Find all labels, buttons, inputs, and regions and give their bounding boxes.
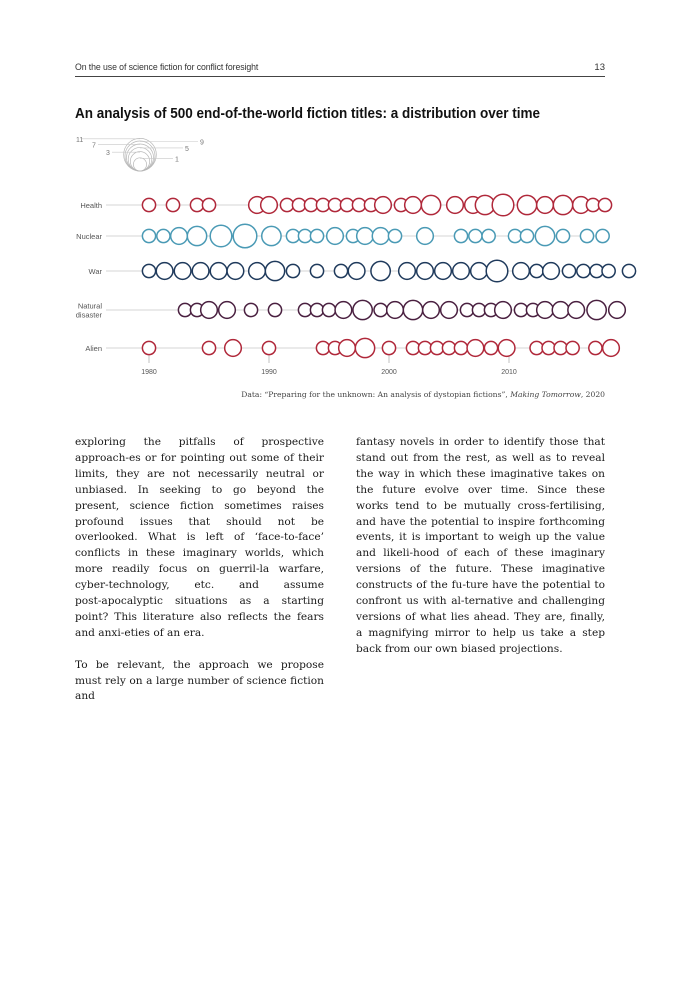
body-column-right — [356, 435, 605, 674]
data-bubble — [244, 303, 257, 316]
row-label: disaster — [75, 310, 102, 320]
data-bubble — [371, 261, 390, 280]
bubble-timeline-chart — [0, 125, 680, 385]
x-tick-label: 2010 — [501, 369, 517, 376]
legend-size-circle — [130, 152, 149, 171]
x-tick-label: 1990 — [261, 369, 277, 376]
data-bubble — [513, 263, 530, 280]
legend-size-value: 5 — [185, 145, 189, 153]
data-bubble — [469, 229, 482, 242]
figure-source — [241, 390, 605, 399]
data-bubble — [418, 341, 431, 354]
data-bubble — [298, 303, 311, 316]
source-publication: Making Tomorrow — [510, 390, 581, 399]
row-label: Natural — [77, 301, 102, 311]
data-bubble — [482, 229, 495, 242]
row-label: War — [88, 267, 102, 276]
data-bubble — [580, 229, 593, 242]
data-bubble — [327, 228, 344, 245]
data-bubble — [542, 341, 555, 354]
data-bubble — [467, 340, 484, 357]
data-bubble — [166, 198, 179, 211]
data-bubble — [249, 263, 266, 280]
data-bubble — [447, 197, 464, 214]
data-bubble — [353, 300, 372, 319]
data-bubble — [261, 197, 278, 214]
data-bubble — [454, 341, 467, 354]
data-bubble — [210, 263, 227, 280]
data-bubble — [268, 303, 281, 316]
header-rule — [75, 76, 605, 77]
data-bubble — [471, 263, 488, 280]
data-bubble — [298, 229, 311, 242]
data-bubble — [210, 225, 232, 247]
data-bubble — [328, 198, 341, 211]
data-bubble — [219, 302, 236, 319]
data-bubble — [387, 302, 404, 319]
data-bubble — [537, 197, 554, 214]
data-bubble — [142, 229, 155, 242]
row-label: Health — [80, 201, 102, 210]
data-bubble — [495, 302, 512, 319]
data-bubble — [339, 340, 356, 357]
data-bubble — [388, 229, 401, 242]
data-bubble — [602, 264, 615, 277]
data-bubble — [556, 229, 569, 242]
row-label: Alien — [85, 344, 102, 353]
data-bubble — [405, 197, 422, 214]
data-bubble — [577, 264, 590, 277]
data-bubble — [190, 198, 203, 211]
data-bubble — [590, 264, 603, 277]
running-title: On the use of science fiction for conflict foresight — [75, 62, 259, 73]
data-bubble — [171, 228, 188, 245]
data-bubble — [304, 198, 317, 211]
data-bubble — [178, 303, 191, 316]
body-column-left — [75, 435, 324, 721]
data-bubble — [514, 303, 527, 316]
data-bubble — [435, 263, 452, 280]
figure-title: An analysis of 500 end-of-the-world fiction titles: a distribution over time — [75, 105, 541, 122]
data-bubble — [603, 340, 620, 357]
data-bubble — [201, 302, 218, 319]
data-bubble — [316, 341, 329, 354]
data-bubble — [472, 303, 485, 316]
data-bubble — [423, 302, 440, 319]
data-bubble — [430, 341, 443, 354]
data-bubble — [403, 300, 422, 319]
data-bubble — [454, 229, 467, 242]
data-bubble — [334, 264, 347, 277]
data-bubble — [292, 198, 305, 211]
source-prefix: Data: “Preparing for the unknown: An analysis of dystopian fictions”, — [241, 390, 511, 399]
body-paragraph: To be relevant, the approach we propose must rely on a large number of science fiction and — [75, 658, 324, 703]
page-number: 13 — [594, 62, 605, 73]
data-bubble — [142, 341, 155, 354]
data-bubble — [441, 302, 458, 319]
data-bubble — [382, 341, 395, 354]
data-bubble — [589, 341, 602, 354]
data-bubble — [322, 303, 335, 316]
data-bubble — [562, 264, 575, 277]
legend-size-circle — [128, 147, 152, 171]
data-bubble — [535, 226, 554, 245]
data-bubble — [421, 195, 440, 214]
data-bubble — [442, 341, 455, 354]
data-bubble — [530, 341, 543, 354]
data-bubble — [552, 302, 569, 319]
source-suffix: , 2020 — [580, 390, 605, 399]
data-bubble — [622, 264, 635, 277]
data-bubble — [517, 195, 536, 214]
data-bubble — [566, 341, 579, 354]
data-bubble — [335, 302, 352, 319]
data-bubble — [192, 263, 209, 280]
data-bubble — [484, 341, 497, 354]
data-bubble — [233, 224, 257, 248]
data-bubble — [310, 229, 323, 242]
data-bubble — [357, 228, 374, 245]
data-bubble — [520, 229, 533, 242]
data-bubble — [596, 229, 609, 242]
data-bubble — [417, 228, 434, 245]
data-bubble — [187, 226, 206, 245]
x-tick-label: 1980 — [141, 369, 157, 376]
data-bubble — [174, 263, 191, 280]
data-bubble — [554, 341, 567, 354]
data-bubble — [202, 341, 215, 354]
legend-size-value: 7 — [92, 142, 96, 150]
data-bubble — [157, 229, 170, 242]
data-bubble — [225, 340, 242, 357]
data-bubble — [227, 263, 244, 280]
data-bubble — [142, 264, 155, 277]
data-bubble — [280, 198, 293, 211]
data-bubble — [142, 198, 155, 211]
data-bubble — [530, 264, 543, 277]
data-bubble — [492, 194, 514, 216]
data-bubble — [310, 303, 323, 316]
data-bubble — [202, 198, 215, 211]
legend-size-value: 3 — [106, 150, 110, 158]
data-bubble — [453, 263, 470, 280]
running-header — [75, 58, 605, 78]
data-bubble — [374, 303, 387, 316]
data-bubble — [537, 302, 554, 319]
body-paragraph: exploring the pitfalls of prospective approach‑es or for pointing out some of their limits, they are not necessarily neutral or unbiased. In seeking to go beyond the present, science fiction sometimes raises profound issues that should not be overlooked. What is left of ‘face‑to‑face’ conflicts in these imaginary worlds, which more readily focus on guerril‑la warfare, cyber‑technology, etc. and assume post‑apocalyptic situations as a starting point? This literature also reflects the fears and anxi‑eties of an era. — [75, 436, 324, 639]
data-bubble — [352, 198, 365, 211]
data-bubble — [310, 264, 323, 277]
data-bubble — [417, 263, 434, 280]
data-bubble — [399, 263, 416, 280]
data-bubble — [543, 263, 560, 280]
data-bubble — [355, 338, 374, 357]
data-bubble — [486, 260, 508, 282]
data-bubble — [406, 341, 419, 354]
data-bubble — [609, 302, 626, 319]
data-bubble — [460, 303, 473, 316]
legend-size-circle — [133, 158, 146, 171]
x-tick-label: 2000 — [381, 369, 397, 376]
data-bubble — [508, 229, 521, 242]
data-bubble — [587, 300, 606, 319]
data-bubble — [316, 198, 329, 211]
legend-size-value: 9 — [200, 139, 204, 147]
data-bubble — [286, 264, 299, 277]
data-bubble — [348, 263, 365, 280]
data-bubble — [262, 341, 275, 354]
data-bubble — [286, 229, 299, 242]
data-bubble — [262, 226, 281, 245]
data-bubble — [598, 198, 611, 211]
data-bubble — [156, 263, 173, 280]
body-paragraph: fantasy novels in order to identify those that stand out from the rest, as well as to reveal the way in which these imaginative takes on the future evolve over time. Since these works tend to be mutually cross‑fertilising, and have the potential to inspire forthcoming events, it is important to weigh up the value and likeli‑hood of each of these imaginary versions of the future. These imaginative constructs of the fu‑ture have the potential to confront us with al‑ternative and challenging versions of what lies ahead. They are, finally, a magnifying mirror to help us take a step back from our own biased projections. — [356, 436, 605, 655]
row-label: Nuclear — [76, 232, 102, 241]
data-bubble — [340, 198, 353, 211]
data-bubble — [375, 197, 392, 214]
legend-size-value: 1 — [175, 156, 179, 164]
data-bubble — [498, 340, 515, 357]
data-bubble — [568, 302, 585, 319]
data-bubble — [586, 198, 599, 211]
data-bubble — [553, 195, 572, 214]
data-bubble — [372, 228, 389, 245]
data-bubble — [265, 261, 284, 280]
legend-size-value: 11 — [76, 136, 84, 144]
